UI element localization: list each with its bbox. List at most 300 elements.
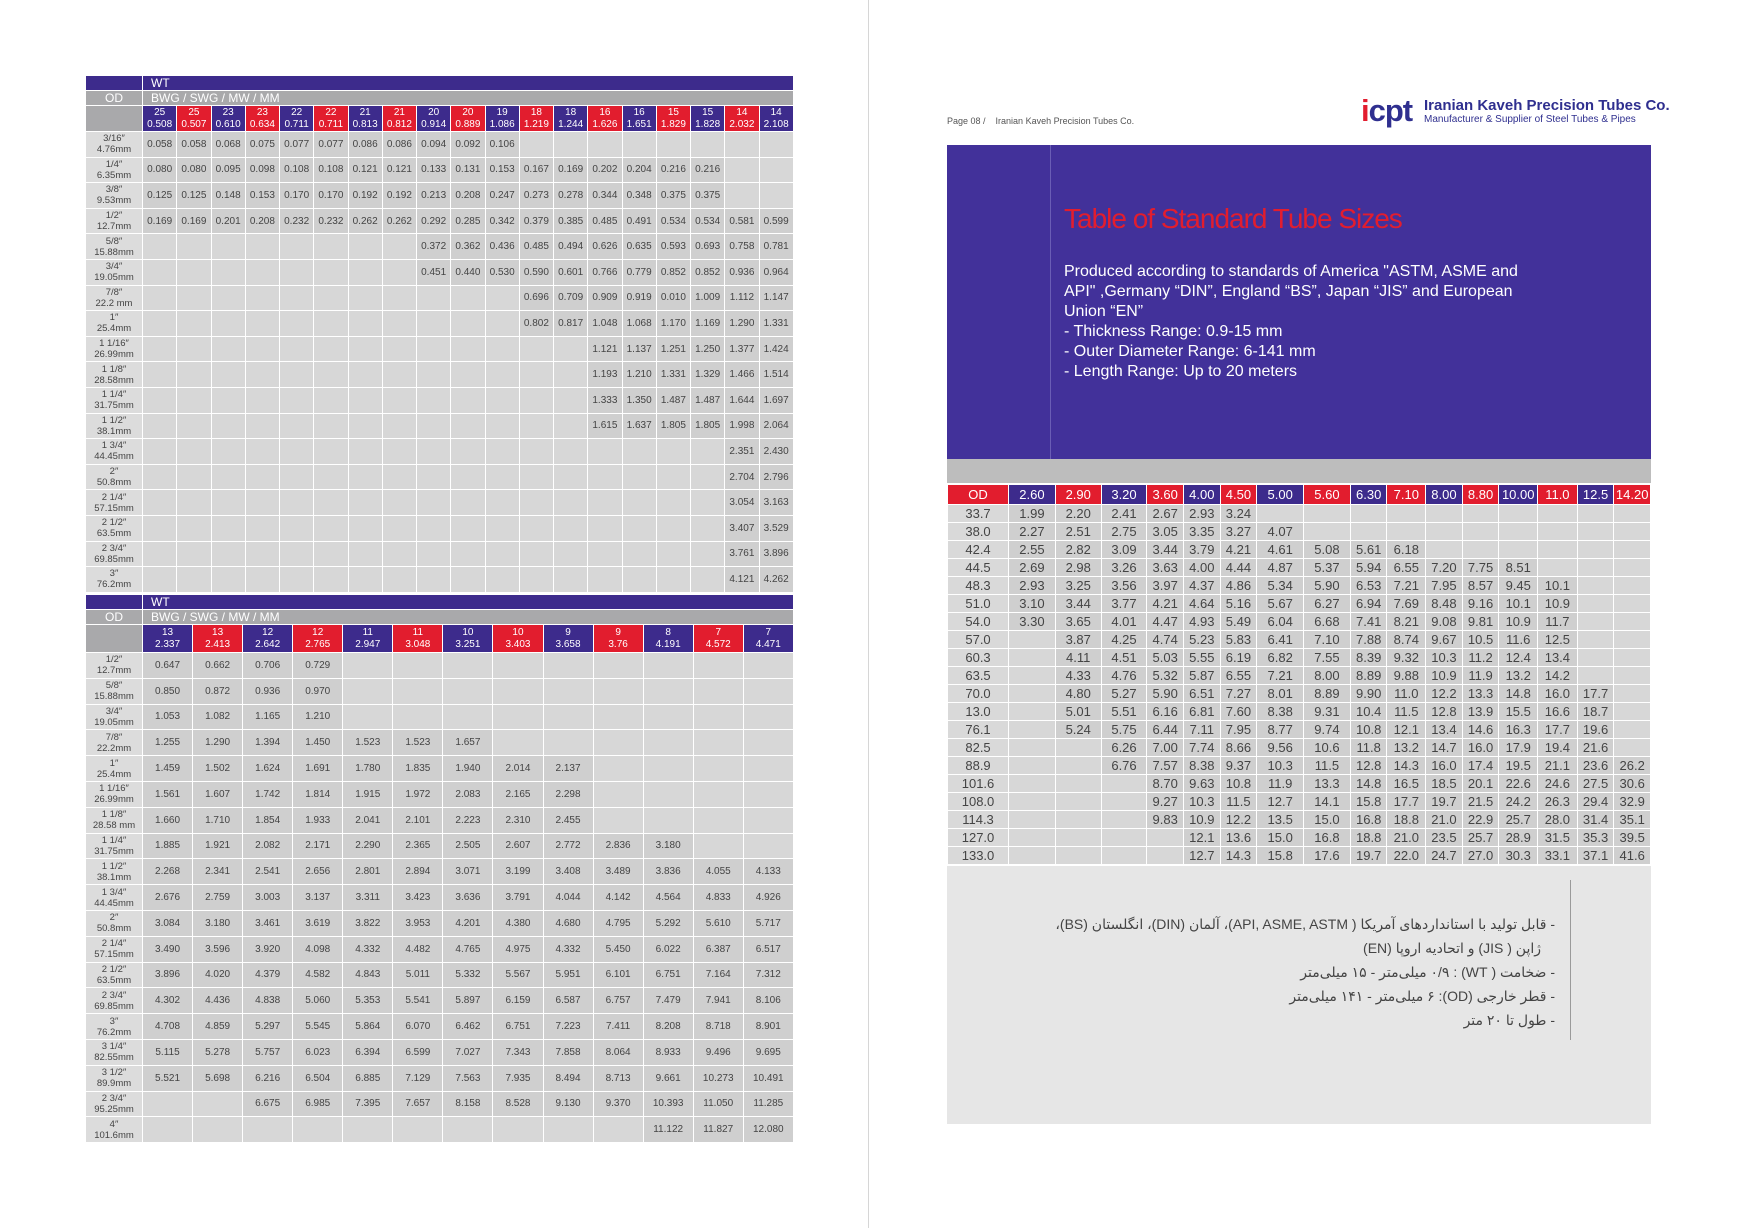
value-cell: 8.00	[1304, 667, 1351, 685]
value-cell: 20.1	[1462, 775, 1499, 793]
value-cell: 8.39	[1350, 649, 1387, 667]
value-cell	[519, 541, 553, 567]
value-cell: 0.247	[485, 183, 519, 209]
od-inch: 3″	[109, 568, 119, 580]
gauge-number: 25	[154, 106, 166, 118]
value-cell: 9.32	[1387, 649, 1426, 667]
value-cell	[348, 439, 382, 465]
value-cell	[1614, 505, 1651, 523]
value-cell: 0.379	[519, 208, 553, 234]
value-cell: 0.170	[280, 183, 314, 209]
value-cell: 4.302	[143, 988, 193, 1014]
gauge-mm: 0.812	[386, 118, 412, 130]
value-cell	[143, 387, 177, 413]
value-cell	[485, 490, 519, 516]
value-cell: 15.8	[1350, 793, 1387, 811]
value-cell	[177, 311, 211, 337]
od-cell	[86, 756, 143, 782]
value-cell: 0.440	[451, 259, 485, 285]
value-cell: 8.89	[1350, 667, 1387, 685]
value-cell: 8.21	[1387, 613, 1426, 631]
value-cell	[1257, 505, 1304, 523]
value-cell	[622, 464, 656, 490]
value-cell: 8.933	[643, 1039, 693, 1065]
value-cell: 3.596	[193, 936, 243, 962]
value-cell: 4.93	[1184, 613, 1221, 631]
value-cell: 4.00	[1184, 559, 1221, 577]
value-cell	[1055, 847, 1101, 865]
value-cell: 4.86	[1220, 577, 1257, 595]
value-cell: 3.003	[243, 885, 293, 911]
value-cell	[451, 490, 485, 516]
value-cell: 0.919	[622, 285, 656, 311]
od-inch: 2 1/4″	[101, 491, 127, 503]
od-cell	[86, 183, 143, 209]
value-cell: 6.51	[1184, 685, 1221, 703]
value-cell: 5.864	[343, 1014, 393, 1040]
thickness-header: 5.00	[1257, 485, 1304, 505]
value-cell	[691, 490, 725, 516]
gauge-header	[143, 106, 177, 132]
value-cell: 3.920	[243, 936, 293, 962]
value-cell: 0.850	[143, 678, 193, 704]
value-cell: 4.262	[759, 567, 793, 593]
value-cell: 6.16	[1147, 703, 1184, 721]
value-cell: 3.97	[1147, 577, 1184, 595]
gauge-mm: 2.765	[305, 638, 331, 650]
table-row	[948, 667, 1651, 685]
od-cell	[86, 259, 143, 285]
value-cell: 5.83	[1220, 631, 1257, 649]
value-cell: 1.210	[293, 704, 343, 730]
od-inch: 7/8″	[105, 286, 123, 298]
value-cell	[656, 464, 690, 490]
value-cell: 19.4	[1538, 739, 1578, 757]
value-cell	[314, 234, 348, 260]
value-cell	[382, 336, 416, 362]
gauge-header	[543, 625, 593, 653]
value-cell: 2.836	[593, 833, 643, 859]
value-cell: 11.122	[643, 1117, 693, 1143]
value-cell	[211, 439, 245, 465]
gauge-number: 23	[256, 106, 268, 118]
value-cell: 28.0	[1538, 811, 1578, 829]
value-cell	[519, 490, 553, 516]
value-cell	[314, 490, 348, 516]
value-cell	[245, 464, 279, 490]
od-cell	[86, 464, 143, 490]
value-cell	[314, 285, 348, 311]
value-cell: 1.350	[622, 387, 656, 413]
value-cell: 0.758	[725, 234, 759, 260]
value-cell: 4.142	[593, 885, 643, 911]
od-mm: 28.58mm	[94, 374, 134, 386]
value-cell: 5.51	[1101, 703, 1147, 721]
value-cell	[1350, 505, 1387, 523]
thickness-header: 10.00	[1499, 485, 1538, 505]
value-cell	[211, 362, 245, 388]
value-cell	[393, 704, 443, 730]
value-cell: 0.693	[691, 234, 725, 260]
value-cell: 6.27	[1304, 595, 1351, 613]
value-cell	[211, 285, 245, 311]
value-cell: 4.47	[1147, 613, 1184, 631]
value-cell	[177, 259, 211, 285]
od-inch: 1 1/4″	[101, 389, 127, 401]
value-cell	[245, 285, 279, 311]
value-cell	[245, 234, 279, 260]
value-cell: 13.6	[1220, 829, 1257, 847]
value-cell: 0.170	[314, 183, 348, 209]
od-inch: 2 1/2″	[101, 517, 127, 529]
value-cell	[485, 541, 519, 567]
value-cell: 1.053	[143, 704, 193, 730]
value-cell: 2.541	[243, 859, 293, 885]
value-cell: 15.8	[1257, 847, 1304, 865]
value-cell	[593, 730, 643, 756]
value-cell: 3.461	[243, 910, 293, 936]
value-cell: 4.332	[543, 936, 593, 962]
thickness-header: 2.90	[1055, 485, 1101, 505]
od-cell	[86, 285, 143, 311]
value-cell	[622, 541, 656, 567]
od-inch: 2 3/4″	[101, 989, 127, 1001]
value-cell: 8.48	[1426, 595, 1463, 613]
value-cell: 4.11	[1055, 649, 1101, 667]
value-cell: 37.1	[1577, 847, 1614, 865]
value-cell	[177, 515, 211, 541]
gauge-number: 16	[599, 106, 611, 118]
value-cell: 0.385	[554, 208, 588, 234]
value-cell	[1055, 775, 1101, 793]
table-row	[948, 847, 1651, 865]
value-cell: 1.450	[293, 730, 343, 756]
od-inch: 1″	[109, 312, 119, 324]
table-row	[86, 157, 794, 183]
value-cell	[622, 490, 656, 516]
value-cell: 0.285	[451, 208, 485, 234]
gauge-number: 22	[291, 106, 303, 118]
value-cell: 6.41	[1257, 631, 1304, 649]
value-cell: 21.0	[1426, 811, 1463, 829]
metric-tube-size-table	[947, 484, 1651, 865]
value-cell	[519, 387, 553, 413]
value-cell	[1387, 505, 1426, 523]
value-cell: 0.216	[691, 157, 725, 183]
value-cell	[280, 464, 314, 490]
value-cell	[1614, 595, 1651, 613]
value-cell	[1055, 829, 1101, 847]
table-row	[948, 523, 1651, 541]
od-mm: 28.58 mm	[92, 820, 136, 832]
value-cell	[1426, 541, 1463, 559]
value-cell	[1304, 523, 1351, 541]
od-cell	[86, 859, 143, 885]
notes-divider	[1570, 880, 1571, 1040]
od-cell	[86, 1039, 143, 1065]
value-cell: 6.18	[1387, 541, 1426, 559]
value-cell: 2.430	[759, 439, 793, 465]
value-cell	[143, 439, 177, 465]
value-cell: 26.2	[1614, 757, 1651, 775]
od-cell	[86, 515, 143, 541]
value-cell: 5.115	[143, 1039, 193, 1065]
thickness-header: 5.60	[1304, 485, 1351, 505]
value-cell	[143, 413, 177, 439]
od-cell	[86, 1117, 143, 1143]
value-cell: 18.7	[1577, 703, 1614, 721]
value-cell: 2.93	[1184, 505, 1221, 523]
value-cell: 0.375	[691, 183, 725, 209]
value-cell	[211, 387, 245, 413]
value-cell: 0.706	[243, 653, 293, 679]
value-cell	[417, 464, 451, 490]
value-cell: 13.2	[1387, 739, 1426, 757]
od-inch: 1 1/16″	[99, 783, 129, 795]
value-cell	[382, 413, 416, 439]
value-cell	[143, 515, 177, 541]
value-cell: 1.657	[443, 730, 493, 756]
table-row	[86, 1014, 794, 1040]
value-cell	[656, 132, 690, 158]
gauge-mm: 4.191	[655, 638, 681, 650]
value-cell: 6.26	[1101, 739, 1147, 757]
value-cell: 10.8	[1350, 721, 1387, 739]
value-cell: 5.94	[1350, 559, 1387, 577]
value-cell	[543, 1117, 593, 1143]
value-cell: 0.125	[143, 183, 177, 209]
value-cell: 0.593	[656, 234, 690, 260]
value-cell: 5.55	[1184, 649, 1221, 667]
value-cell: 4.74	[1147, 631, 1184, 649]
value-cell: 2.341	[193, 859, 243, 885]
od-cell	[86, 439, 143, 465]
value-cell	[519, 132, 553, 158]
value-cell: 3.822	[343, 910, 393, 936]
value-cell: 15.0	[1257, 829, 1304, 847]
gauge-number: 21	[393, 106, 405, 118]
value-cell: 1.487	[691, 387, 725, 413]
value-cell: 0.601	[554, 259, 588, 285]
od-mm: 38.1mm	[96, 871, 132, 883]
value-cell: 3.30	[1009, 613, 1056, 631]
value-cell: 4.843	[343, 962, 393, 988]
value-cell	[1055, 757, 1101, 775]
od-header: OD	[948, 485, 1009, 505]
value-cell: 0.696	[519, 285, 553, 311]
value-cell	[143, 362, 177, 388]
gauge-number: 11	[412, 626, 424, 638]
value-cell: 8.01	[1257, 685, 1304, 703]
value-cell: 0.626	[588, 234, 622, 260]
value-cell: 5.353	[343, 988, 393, 1014]
od-inch: 7/8″	[105, 731, 123, 743]
value-cell: 14.8	[1350, 775, 1387, 793]
value-cell: 2.041	[343, 807, 393, 833]
gauge-header	[759, 106, 793, 132]
value-cell: 16.5	[1387, 775, 1426, 793]
table-row	[86, 285, 794, 311]
value-cell: 13.3	[1462, 685, 1499, 703]
value-cell	[622, 132, 656, 158]
value-cell: 19.6	[1577, 721, 1614, 739]
value-cell: 6.387	[693, 936, 743, 962]
value-cell: 0.167	[519, 157, 553, 183]
od-mm: 19.05mm	[94, 716, 134, 728]
od-mm: 25.4mm	[96, 768, 132, 780]
value-cell	[1055, 793, 1101, 811]
value-cell: 3.10	[1009, 595, 1056, 613]
gauge-mm: 0.914	[421, 118, 447, 130]
value-cell	[314, 413, 348, 439]
value-cell	[245, 259, 279, 285]
value-cell	[193, 1091, 243, 1117]
value-cell: 1.290	[193, 730, 243, 756]
value-cell	[443, 704, 493, 730]
value-cell: 1.487	[656, 387, 690, 413]
value-cell	[348, 567, 382, 593]
value-cell	[393, 1117, 443, 1143]
od-cell: 88.9	[948, 757, 1009, 775]
value-cell	[1055, 739, 1101, 757]
thickness-header: 4.00	[1184, 485, 1221, 505]
gauge-header	[382, 106, 416, 132]
value-cell	[314, 311, 348, 337]
od-mm: 38.1mm	[96, 425, 132, 437]
value-cell	[1499, 505, 1538, 523]
value-cell: 7.20	[1426, 559, 1463, 577]
value-cell	[1009, 721, 1056, 739]
value-cell	[177, 336, 211, 362]
od-cell: 70.0	[948, 685, 1009, 703]
value-cell	[417, 439, 451, 465]
value-cell	[691, 464, 725, 490]
value-cell	[1577, 523, 1614, 541]
value-cell: 28.9	[1499, 829, 1538, 847]
value-cell: 6.394	[343, 1039, 393, 1065]
banner-para-line: Union “EN”	[1064, 303, 1144, 320]
value-cell	[293, 1117, 343, 1143]
value-cell	[280, 285, 314, 311]
gauge-header	[177, 106, 211, 132]
value-cell: 2.223	[443, 807, 493, 833]
od-mm: 26.99mm	[94, 349, 134, 361]
value-cell: 1.835	[393, 756, 443, 782]
table-wt-bar	[86, 76, 143, 91]
value-cell	[417, 413, 451, 439]
value-cell: 0.936	[243, 678, 293, 704]
company-logo	[1361, 93, 1670, 130]
value-cell: 4.37	[1184, 577, 1221, 595]
value-cell	[211, 311, 245, 337]
gauge-header	[451, 106, 485, 132]
gauge-header	[593, 625, 643, 653]
gauge-mm: 3.76	[608, 638, 628, 650]
gauge-header	[211, 106, 245, 132]
table-row	[948, 649, 1651, 667]
value-cell: 4.76	[1101, 667, 1147, 685]
gauge-header	[554, 106, 588, 132]
value-cell	[143, 311, 177, 337]
value-cell: 8.38	[1257, 703, 1304, 721]
value-cell	[1009, 685, 1056, 703]
value-cell	[1147, 847, 1184, 865]
od-mm: 69.85mm	[94, 553, 134, 565]
value-cell: 4.680	[543, 910, 593, 936]
gauge-header	[693, 625, 743, 653]
value-cell: 8.66	[1220, 739, 1257, 757]
value-cell: 5.90	[1304, 577, 1351, 595]
value-cell	[1009, 793, 1056, 811]
value-cell: 2.759	[193, 885, 243, 911]
od-inch: 1/4″	[105, 158, 123, 170]
thickness-header: 2.60	[1009, 485, 1056, 505]
value-cell: 4.121	[725, 567, 759, 593]
value-cell	[1101, 793, 1147, 811]
value-cell	[1304, 505, 1351, 523]
value-cell: 6.101	[593, 962, 643, 988]
value-cell	[343, 653, 393, 679]
value-cell	[1101, 775, 1147, 793]
value-cell: 7.563	[443, 1065, 493, 1091]
value-cell: 1.251	[656, 336, 690, 362]
value-cell: 0.153	[245, 183, 279, 209]
logo-mark: icpt	[1361, 93, 1413, 128]
value-cell: 1.250	[691, 336, 725, 362]
value-cell: 0.133	[417, 157, 451, 183]
value-cell	[143, 285, 177, 311]
value-cell	[493, 678, 543, 704]
value-cell: 14.7	[1426, 739, 1463, 757]
value-cell: 3.619	[293, 910, 343, 936]
value-cell	[1577, 541, 1614, 559]
value-cell	[743, 756, 793, 782]
value-cell: 1.697	[759, 387, 793, 413]
value-cell	[1614, 541, 1651, 559]
value-cell: 1.377	[725, 336, 759, 362]
value-cell	[245, 567, 279, 593]
value-cell: 7.11	[1184, 721, 1221, 739]
gauge-mm: 2.413	[205, 638, 231, 650]
value-cell: 6.462	[443, 1014, 493, 1040]
outer-diameter-range: - Outer Diameter Range: 6-141 mm	[1064, 343, 1316, 360]
value-cell	[1009, 811, 1056, 829]
value-cell	[588, 132, 622, 158]
value-cell	[643, 653, 693, 679]
value-cell: 10.9	[1499, 613, 1538, 631]
value-cell	[348, 515, 382, 541]
value-cell: 1.394	[243, 730, 293, 756]
value-cell: 1.514	[759, 362, 793, 388]
table-row	[86, 234, 794, 260]
value-cell	[643, 730, 693, 756]
gauge-mm: 0.610	[215, 118, 241, 130]
gauge-header	[519, 106, 553, 132]
value-cell: 2.98	[1055, 559, 1101, 577]
table-row	[86, 1065, 794, 1091]
gauge-number: 7	[715, 626, 721, 638]
value-cell: 0.909	[588, 285, 622, 311]
od-cell	[86, 678, 143, 704]
value-cell: 22.6	[1499, 775, 1538, 793]
value-cell	[443, 1117, 493, 1143]
value-cell	[280, 541, 314, 567]
table-row	[948, 811, 1651, 829]
value-cell: 2.310	[493, 807, 543, 833]
value-cell: 16.3	[1499, 721, 1538, 739]
value-cell	[245, 515, 279, 541]
value-cell: 13.4	[1538, 649, 1578, 667]
